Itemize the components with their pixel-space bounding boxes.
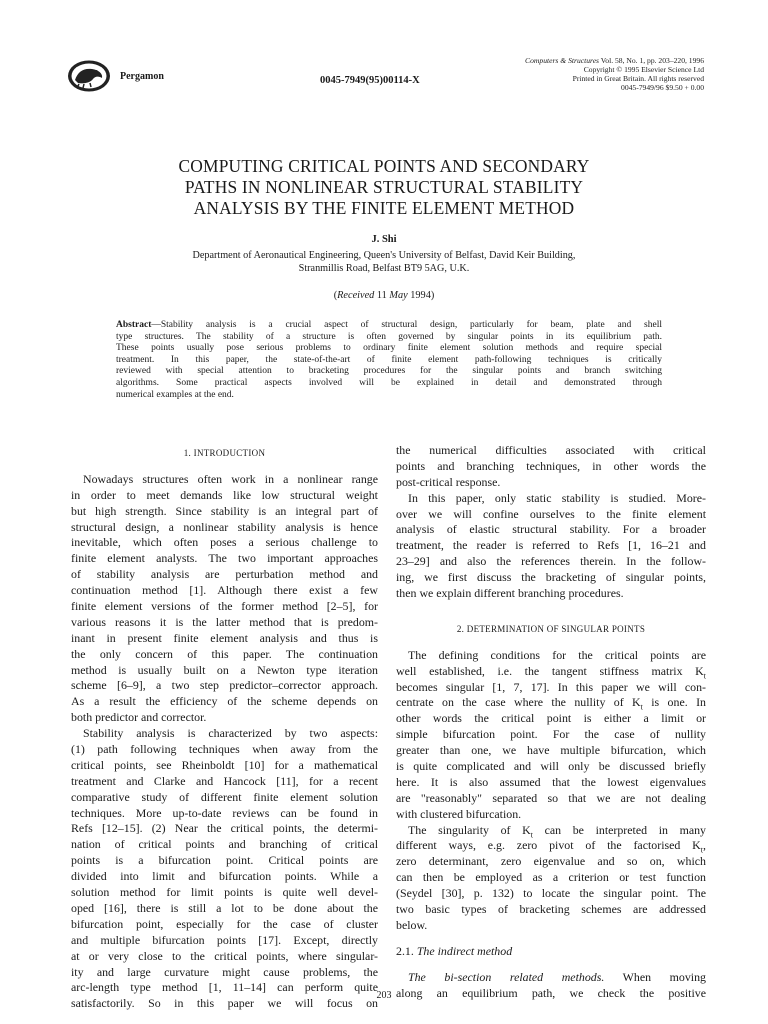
spacer: [396, 602, 706, 622]
body-line: two basic types of bracketing schemes are addressed: [396, 902, 706, 917]
body-line: the only concern of this paper. The continuation: [71, 646, 378, 661]
journal-info: [525, 56, 704, 92]
body-line: [396, 695, 706, 711]
journal-issue: Vol. 58, No. 1, pp. 203–220, 1996: [599, 56, 704, 65]
body-line: can then be employed as a criterion or test function: [396, 870, 706, 885]
subsection-heading: [396, 944, 706, 960]
right-column: [396, 443, 706, 1002]
section-heading: 2. DETERMINATION OF SINGULAR POINTS: [456, 623, 646, 634]
body-line: critical points, see Rheinboldt [10] for a mathematical: [71, 757, 378, 772]
body-line: method is usually built on a Newton type iteration: [71, 662, 378, 677]
title-line: ANALYSIS BY THE FINITE ELEMENT METHOD: [193, 198, 575, 218]
body-line: inant in present finite element analysis and thus is: [71, 630, 378, 645]
body-line: both predictor and corrector.: [71, 710, 207, 725]
abstract-line: These points usually pose serious problems to ordinary finite element solution methods and require special: [116, 343, 662, 354]
body-line: of stability analysis are perturbation method and: [71, 567, 378, 582]
body-line: Nowadays structures often work in a nonlinear range: [83, 471, 378, 486]
affiliation-line: Department of Aeronautical Engineering, Queen's University of Belfast, David Keir Building,: [192, 250, 576, 261]
title-line: PATHS IN NONLINEAR STRUCTURAL STABILITY: [184, 177, 584, 197]
body-line: here. It is also assumed that the lowest eigenvalues: [396, 774, 706, 789]
doi: 0045-7949(95)00114-X: [320, 75, 420, 86]
line-text: can be interpreted in many: [532, 822, 706, 837]
received-open: (: [333, 290, 338, 301]
subsection-title: The indirect method: [416, 943, 513, 958]
printed-note: Printed in Great Britain. All rights reserved: [572, 74, 704, 83]
body-line: with clustered bifurcation.: [396, 806, 522, 821]
publisher-name: Pergamon: [120, 71, 164, 82]
body-line: (Seydel [30], p. 132) to locate the singular point. The: [396, 886, 706, 901]
body-line: ing, we first discuss the bracketing of singular points,: [396, 570, 706, 585]
body-line: along an equilibrium path, we check the positive: [396, 985, 706, 1000]
subscript-t: t: [640, 702, 643, 712]
title-line: COMPUTING CRITICAL POINTS AND SECONDARY: [178, 156, 590, 176]
author: J. Shi: [371, 234, 397, 245]
subsection-number: 2.1.: [396, 943, 417, 958]
body-line: ity and large curvature might cause problems, the: [71, 964, 378, 979]
body-line: simple bifurcation point. For the case of nullity: [396, 727, 706, 742]
body-line: [396, 823, 706, 839]
body-line: but high strength. Since stability is an integral part of: [71, 503, 378, 518]
line-text: The singularity of K: [408, 822, 531, 837]
abstract-label: Abstract: [116, 320, 152, 330]
body-line: divided into limit and bifurcation points. While a: [71, 869, 378, 884]
body-line: bifurcation point, especially for the case of cluster: [71, 916, 378, 931]
abstract-line: [116, 320, 662, 332]
body-line: (1) path following techniques when away from the: [71, 742, 378, 757]
subscript-t: t: [530, 829, 533, 839]
body-line: is quite complicated and will only be discussed briefly: [396, 759, 706, 774]
body-line: finite element analysts. The two important approaches: [71, 551, 378, 566]
received-label: Received: [337, 290, 375, 301]
received-date: [0, 290, 768, 301]
run-in-heading: The bi-section related methods.: [408, 969, 605, 984]
body-line: below.: [396, 917, 428, 932]
body-line: post-critical response.: [396, 474, 501, 489]
body-line: satisfactorily. So in this paper we will focus on: [71, 996, 378, 1011]
received-year: 1994): [407, 290, 435, 301]
line-text: well established, i.e. the tangent stiffness matrix K: [396, 663, 704, 678]
line-text: centrate on the case where the nullity of K: [396, 695, 641, 710]
body-line: the numerical difficulties associated with critical: [396, 443, 706, 457]
received-day: 11: [374, 290, 390, 301]
abstract-line: algorithms. Some practical aspects involved will be explained in detail and demonstrated through: [116, 377, 662, 388]
body-line: various reasons it is the latter method that is predom-: [71, 614, 378, 629]
body-line: becomes singular [1, 7, 17]. In this paper we will con-: [396, 679, 706, 694]
body-line: Refs [12–15]. (2) Near the critical points, the determi-: [71, 821, 378, 836]
body-line: finite element versions of the former method [2–5], for: [71, 599, 378, 614]
body-line: then we explain different branching procedures.: [396, 586, 624, 601]
body-line: comparative study of different finite element solution: [71, 789, 378, 804]
abstract: [116, 320, 662, 401]
body-line: are "reasonably" separated so that we are not dealing: [396, 790, 706, 805]
body-line: treatment, the reader is referred to Refs [1, 16–21 and: [396, 538, 706, 553]
body-line: scheme [6–9], a two step predictor–corrector approach.: [71, 678, 378, 693]
affiliation-line: Stranmillis Road, Belfast BT9 5AG, U.K.: [298, 263, 470, 274]
body-line: points and branching techniques, in other words the: [396, 458, 706, 473]
body-line: treatment and Clarke and Hancock [11], for a recent: [71, 773, 378, 788]
pergamon-logo: [66, 59, 112, 93]
body-line: structural design, a nonlinear stability analysis is hence: [71, 519, 378, 534]
body-line: greater than one, we have multiple bifurcation, which: [396, 743, 706, 758]
body-line: at or very close to the critical points, where singular-: [71, 948, 378, 963]
subscript-t: t: [700, 845, 704, 855]
subscript-t: t: [703, 671, 706, 681]
body-line: in order to meet demands like low structural weight: [71, 487, 378, 502]
body-line: inevitable, which often poses a serious challenge to: [71, 535, 378, 550]
body-line: As a result the efficiency of the scheme depends on: [71, 694, 378, 709]
abstract-line: numerical examples at the end.: [116, 389, 234, 400]
line-text: is one. In: [642, 695, 706, 710]
body-line: [396, 664, 706, 680]
spacer: [396, 638, 706, 648]
body-line: oped [16], there is still a lot to be done about the: [71, 900, 378, 915]
body-line: analysis of elastic structural stability. For a broader: [396, 522, 706, 537]
received-month: May: [389, 290, 408, 301]
abstract-line: treatment. In this paper, the state-of-the-art of finite element path-following techniques is critically: [116, 354, 662, 365]
body-line: 23–29] and also the references therein. In the follow-: [396, 554, 706, 569]
page-number: 203: [376, 990, 392, 1001]
body-line: [396, 838, 706, 854]
body-line: [396, 970, 706, 986]
spacer: [396, 934, 706, 944]
abstract-line: type structures. The stability of a structure is often governed by singular points in its equilibrium path.: [116, 331, 662, 342]
body-line: nation of critical points and branching of critical: [71, 837, 378, 852]
affiliation: [0, 249, 768, 275]
body-line: arc-length type method [1, 11–14] can perform quite: [71, 980, 378, 995]
line-text: ,: [703, 838, 706, 853]
body-line: The defining conditions for the critical points are: [408, 647, 706, 662]
spacer: [71, 462, 378, 472]
left-column: [71, 446, 378, 1012]
copyright: Copyright © 1995 Elsevier Science Ltd: [583, 65, 704, 74]
price-code: 0045-7949/96 $9.50 + 0.00: [621, 83, 704, 92]
body-line: points is a bifurcation point. Critical points are: [71, 853, 378, 868]
spacer: [396, 960, 706, 970]
journal-name: Computers & Structures: [525, 56, 600, 65]
line-text: different ways, e.g. zero pivot of the factorised K: [396, 838, 701, 853]
line-text: When moving: [604, 969, 706, 984]
body-line: techniques. More up-to-date reviews can be found in: [71, 805, 378, 820]
body-line: In this paper, only static stability is studied. More-: [408, 490, 706, 505]
section-heading: 1. INTRODUCTION: [183, 448, 266, 458]
body-line: continuation method [1]. Although there exist a few: [71, 583, 378, 598]
body-line: solution method for limit points is quite well devel-: [71, 885, 378, 900]
body-line: Stability analysis is characterized by two aspects:: [83, 726, 378, 741]
paper-title: [0, 156, 768, 219]
abstract-text: —Stability analysis is a crucial aspect of structural design, particularly for beam, plate and shell: [151, 320, 662, 330]
abstract-line: reviewed with special attention to bracketing procedures for the singular points and branch switching: [116, 366, 662, 377]
body-line: over we will confine ourselves to the finite element: [396, 506, 706, 521]
body-line: other words the critical point is either a limit or: [396, 711, 706, 726]
body-line: zero determinant, zero eigenvalue and so on, which: [396, 854, 706, 869]
body-line: and multiple bifurcation points [17]. Except, directly: [71, 932, 378, 947]
